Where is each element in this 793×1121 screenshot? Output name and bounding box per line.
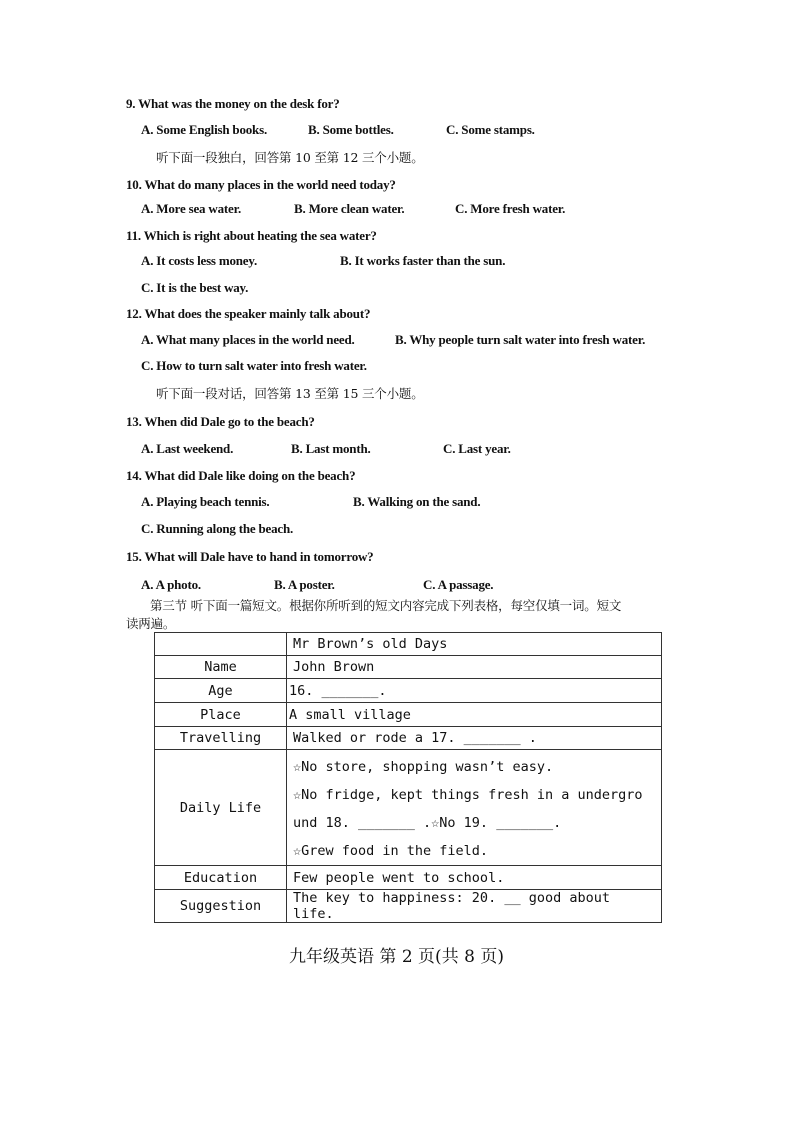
row-value: A small village (287, 703, 662, 727)
q11-option-a: A. It costs less money. (141, 253, 258, 268)
row-label: Daily Life (155, 750, 287, 866)
page-footer: 九年级英语 第 2 页(共 8 页) (289, 947, 504, 967)
row-value: Walked or rode a 17. _______ . (287, 727, 662, 750)
section3-instruction: 第三节 听下面一篇短文。根据你所听到的短文内容完成下列表格，每空仅填一词。短文 (150, 598, 622, 613)
question-14: 14. What did Dale like doing on the beach? (126, 468, 356, 483)
q15-option-a: A. A photo. (141, 577, 201, 592)
q14-option-b: B. Walking on the sand. (353, 494, 481, 509)
q15-option-c: C. A passage. (423, 577, 494, 592)
row-label: Age (155, 679, 287, 703)
q9-option-c: C. Some stamps. (446, 122, 535, 137)
question-10: 10. What do many places in the world need today? (126, 177, 396, 192)
table-corner-cell (155, 633, 287, 656)
q11-option-c: C. It is the best way. (141, 280, 249, 295)
table-title-row (155, 633, 662, 656)
row-label: Suggestion (155, 890, 287, 923)
question-9: 9. What was the money on the desk for? (126, 96, 340, 111)
daily-life-line: ☆Grew food in the field. (293, 843, 489, 859)
q14-option-a: A. Playing beach tennis. (141, 494, 270, 509)
q13-option-c: C. Last year. (443, 441, 511, 456)
q10-option-b: B. More clean water. (294, 201, 405, 216)
question-15: 15. What will Dale have to hand in tomorrow? (126, 549, 374, 564)
row-label: Name (155, 656, 287, 679)
table-row (155, 727, 662, 750)
q9-option-b: B. Some bottles. (308, 122, 394, 137)
q10-option-a: A. More sea water. (141, 201, 242, 216)
daily-life-line: ☆No store, shopping wasn’t easy. (293, 759, 554, 775)
table-row (155, 703, 662, 727)
table-row (155, 679, 662, 703)
table-row (155, 750, 662, 866)
question-11: 11. Which is right about heating the sea water? (126, 228, 377, 243)
question-12: 12. What does the speaker mainly talk about? (126, 306, 371, 321)
table-row (155, 890, 662, 923)
row-label: Place (155, 703, 287, 727)
q12-option-c: C. How to turn salt water into fresh water. (141, 358, 367, 373)
row-value: The key to happiness: 20. __ good about life. (287, 890, 662, 923)
q13-option-b: B. Last month. (291, 441, 371, 456)
table-title: Mr Brown’s old Days (287, 633, 662, 656)
row-value: John Brown (287, 656, 662, 679)
row-label: Education (155, 866, 287, 890)
q12-option-b: B. Why people turn salt water into fresh water. (395, 332, 646, 347)
section3-instruction-cont: 读两遍。 (126, 616, 176, 631)
q11-option-b: B. It works faster than the sun. (340, 253, 506, 268)
daily-life-line: und 18. _______ .☆No 19. _______. (293, 815, 562, 831)
table-row (155, 656, 662, 679)
section-note-2: 听下面一段对话，回答第 13 至第 15 三个小题。 (156, 386, 424, 401)
section-note-1: 听下面一段独白，回答第 10 至第 12 三个小题。 (156, 150, 424, 165)
q9-option-a: A. Some English books. (141, 122, 267, 137)
row-value: Few people went to school. (287, 866, 662, 890)
row-value: 16. _______. (287, 679, 662, 703)
q15-option-b: B. A poster. (274, 577, 335, 592)
info-table (154, 632, 662, 923)
q13-option-a: A. Last weekend. (141, 441, 234, 456)
table-row (155, 866, 662, 890)
q12-option-a: A. What many places in the world need. (141, 332, 355, 347)
daily-life-line: ☆No fridge, kept things fresh in a undergro (293, 787, 643, 803)
q10-option-c: C. More fresh water. (455, 201, 566, 216)
row-label: Travelling (155, 727, 287, 750)
question-13: 13. When did Dale go to the beach? (126, 414, 315, 429)
q14-option-c: C. Running along the beach. (141, 521, 294, 536)
row-value-multiline (287, 750, 662, 866)
